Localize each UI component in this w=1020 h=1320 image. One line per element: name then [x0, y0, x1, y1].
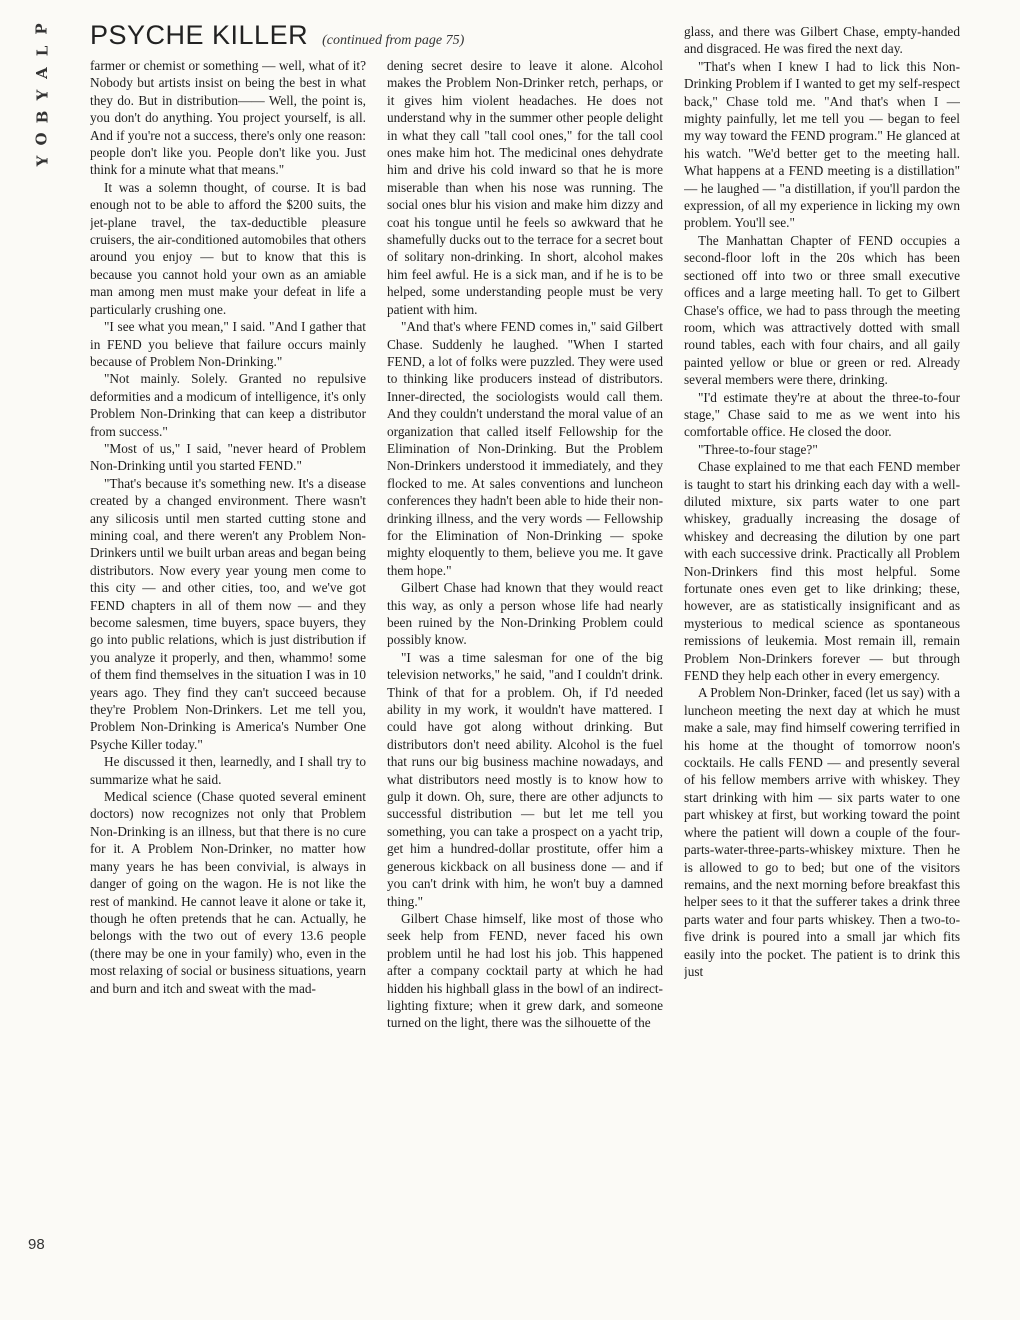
text-column-2 — [387, 57, 663, 1257]
paragraph: The Manhattan Chapter of FEND occupies a second-floor loft in the 20s which has been sectioned off into two or three small executive offices and a large meeting hall. To get to Gilbert Chase's office, we had to pass through the meeting room, which was attractively dotted with small round tables, each with four chairs, and all gaily painted yellow or blue or green or red. Already several members were there, drinking. — [684, 232, 960, 388]
paragraph: glass, and there was Gilbert Chase, empty-handed and disgraced. He was fired the next day. — [684, 24, 960, 57]
paragraph: Medical science (Chase quoted several eminent doctors) now recognizes not only that Problem Non-Drinking is an illness, but that there is no cure for it. A Problem Non-Drinker, no matter how many years he has been convivial, is always in danger of going on the wagon. He is not like the rest of mankind. He cannot leave it alone or take it, though he often pretends that he can. Actually, he belongs with the two out of every 13.6 people (there may be one in your family) who, even in the most relaxing of social or business situations, yearn and burn and itch and sweat with the mad- — [90, 789, 366, 996]
paragraph: "Not mainly. Solely. Granted no repulsive deformities and a modicum of intelligence, it's only Problem Non-Drinking that can keep a distributor from success." — [90, 371, 366, 439]
paragraph: "That's when I knew I had to lick this Non-Drinking Problem if I wanted to get my self-respect back," Chase told me. "And that's when I — mighty painfully, let me tell you — began to feel my way toward the FEND program." He glanced at his watch. "We'd better get to the meeting hall. What happens at a FEND meeting is a distillation" — he laughed — "a distillation, if you'll pardon the expression, of all my experience in licking my own problem. You'll see." — [684, 58, 960, 231]
paragraph: dening secret desire to leave it alone. Alcohol makes the Problem Non-Drinker retch, perhaps, or it gives him violent headaches. He does not understand why in the summer other people delight in what they call "tall cool ones," for the tall cool ones make him hot. The medicinal ones dehydrate him and drive his cold inward so that he is more miserable than when his nose was running. The social ones blur his vision and make him dizzy and coat his tongue until he feels so awkward that he shamefully ducks out to the terrace for a secret bout of solitary non-drinking. In short, alcohol makes him feel awful. He is a sick man, and if he is to be helped, some understanding people must be very patient with him. — [387, 58, 663, 317]
paragraph: "I'd estimate they're at about the three-to-four stage," Chase said to me as we went into his comfortable office. He closed the door. — [684, 389, 960, 440]
paragraph: "Most of us," I said, "never heard of Problem Non-Drinking until you started FEND." — [90, 440, 366, 474]
spine-letter: O — [32, 132, 51, 146]
spine-letter: B — [33, 110, 51, 124]
paragraph: Gilbert Chase himself, like most of those who seek help from FEND, never faced his own problem until he had lost his job. This happened after a company cocktail party at which he had hidden his highball glass in the bowl of an indirect-lighting fixture; when it grew dark, and someone turned on the light, there was the silhouette of the — [387, 910, 663, 1031]
spine-letter: L — [32, 45, 51, 57]
paragraph: He discussed it then, learnedly, and I shall try to summarize what he said. — [90, 754, 366, 787]
paragraph: Chase explained to me that each FEND member is taught to start his drinking each day with a well-diluted mixture, six parts water to one part whiskey, gradually increasing the dosage of whiskey and decreasing the dilution by one part with each successive drink. Practically all Problem Non-Drinkers find this most helpful. Some fortunate ones even get to like drinking; these, however, are as statistically insignificant and as mysterious to medical science as spontaneous remissions of leukemia. Most remain ill, remain Problem Non-Drinkers forever — but through FEND they help each other in every emergency. — [684, 459, 960, 684]
paragraph: farmer or chemist or something — well, what of it? Nobody but artists insist on being the best in what they do. But in distribution—— Well, the point is, you don't do anything. You project yourself, is all. And if you're not a success, there's only one reason: people don't like you. People don't like you. Just think for a minute what that means." — [90, 58, 366, 178]
paragraph: It was a solemn thought, of course. It is bad enough not to be able to afford the $200 suits, the jet-plane travel, the tax-deductible pleasure cruisers, the air-conditioned automobiles that others around you enjoy — but to know that this is because you cannot hold your own as an amiable man among men must make your defeat in life a particularly crushing one. — [90, 179, 366, 317]
paragraph: "I see what you mean," I said. "And I gather that in FEND you believe that failure occurs mainly because of Problem Non-Drinking." — [90, 319, 366, 369]
spine-letter: Y — [33, 155, 51, 167]
spine-letter: A — [32, 67, 51, 79]
article-title: PSYCHE KILLER — [90, 20, 309, 50]
paragraph: A Problem Non-Drinker, faced (let us say) with a luncheon meeting the next day at which he must make a sale, may find himself cowering terrified in his home at the thought of tomorrow noon's cocktails. He calls FEND — and presently several of his fellow members arrive with whiskey. They start drinking with him — six parts water to one part whiskey at first, but working toward the point where the patient will down a couple of the four-parts-water-three-parts-whiskey mixture. Then he is allowed to go to bed; but one of the visitors remains, and the next morning before breakfast this helper sees to it that the sufferer takes a drink three parts water and four parts whiskey. Then a two-to-five drink is poured into a small jar which fits easily into the pocket. The patient is to drink this just — [684, 685, 960, 979]
spine-letter: Y — [33, 89, 51, 101]
text-column-1 — [90, 57, 366, 1257]
magazine-spine-title — [30, 18, 54, 172]
article-header — [90, 20, 650, 56]
paragraph: "That's because it's something new. It's a disease created by a changed environment. There wasn't any silicosis until men started cutting stone and mining coal, and there weren't any Problem Non-Drinkers until we built urban areas and began being distributors. Now every year young men come to this city — and other cities, too, and we've got FEND chapters in all of them now — and they become salesmen, time buyers, space buyers, they go into public relations, which is just distribution if you analyze it properly, and then, whammo! some of them find themselves in the situation I was in 10 years ago. They find they can't succeed because they're Problem Non-Drinkers. Let me tell you, Problem Non-Drinking is America's Number One Psyche Killer today." — [90, 475, 366, 752]
paragraph: "Three-to-four stage?" — [698, 441, 818, 457]
continuation-note: (continued from page 75) — [322, 33, 465, 48]
paragraph: Gilbert Chase had known that they would react this way, as only a person whose life had nearly been ruined by the Non-Drinking Problem could possibly know. — [387, 580, 663, 648]
text-column-3 — [684, 23, 960, 1257]
paragraph: "And that's where FEND comes in," said Gilbert Chase. Suddenly he laughed. "When I started FEND, a lot of folks were puzzled. They were used to thinking like producers instead of distributors. Inner-directed, the sociologists would call them. And they couldn't understand the moral value of an organization that called itself Fellowship for the Elimination of Non-Drinking. But the Problem Non-Drinkers understood it immediately, and they flocked to me. At sales conventions and luncheon conferences they hadn't been able to hide their non-drinking illness, and the very words — Fellowship for the Elimination of Non-Drinking — spoke mighty eloquently to them, believe you me. It gave them hope." — [387, 319, 663, 578]
page-number: 98 — [28, 1236, 45, 1253]
spine-letter: P — [33, 23, 51, 35]
paragraph: "I was a time salesman for one of the big television networks," he said, "and I couldn't drink. Think of that for a problem. Oh, if I'd needed ability in my work, it wouldn't have mattered. I could have got along without drinking. But distributors don't need ability. Alcohol is the fuel that runs our big business machine nowadays, and what distributors need mostly is to know how to gulp it down. Oh, sure, there are other adjuncts to successful distribution — but let me tell you something, you can take a prospect on a yacht trip, get him a hundred-dollar prostitute, offer him a generous kickback on all business done — and if you can't drink with him, he won't buy a damned thing." — [387, 649, 663, 909]
